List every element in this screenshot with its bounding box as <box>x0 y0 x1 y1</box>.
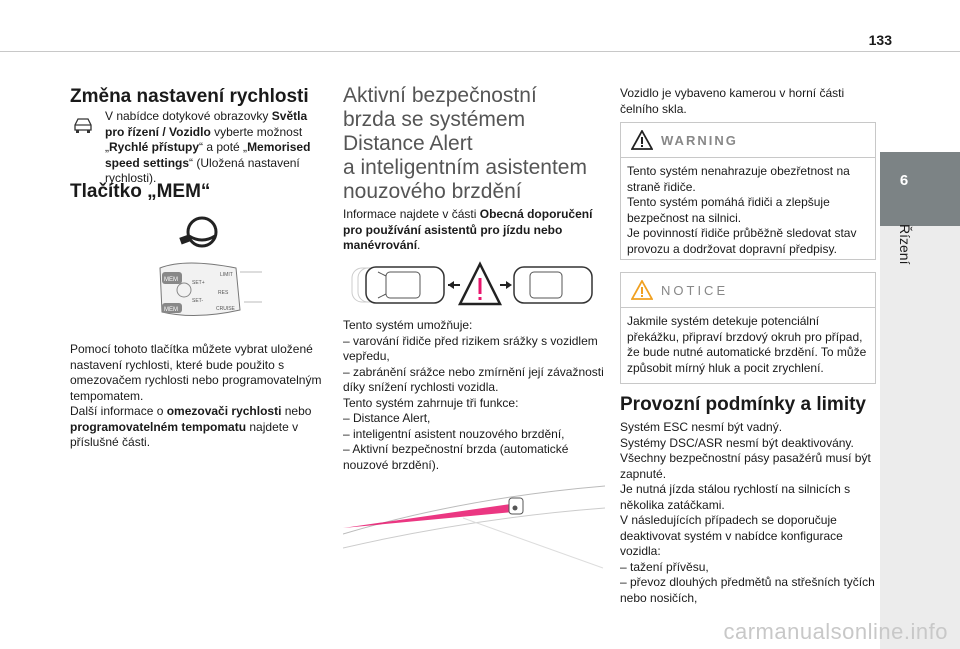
operating-conditions-text: Systém ESC nesmí být vadný. Systémy DSC/ASR nesmí být deaktivovány. Všechny bezpečnostní pásy pasažérů musí být zapnuté. Je nutná jízda stálou rychlostí na silnicích s několika zatáčkami. V následujících případech se doporučuje deaktivovat systém v nabídce konfigurace vozidla: – tažení přívěsu, – převoz dlouhých předmětů na střešních tyčích nebo nosičích, <box>620 420 875 605</box>
heading-mem-button: Tlačítko „MEM“ <box>70 181 211 202</box>
watermark: carmanualsonline.info <box>723 619 948 644</box>
svg-text:CRUISE: CRUISE <box>216 306 235 312</box>
warning-icon <box>631 130 653 150</box>
system-description: Tento systém umožňuje: – varování řidiče před rizikem srážky s vozidlem vepředu, – zabránění srážce nebo zmírnění její závažnosti díky snížení rychlosti vozidla. Tento systém zahrnuje tři funkce: – Distance Alert, – inteligentní asistent nouzového brzdění, – Aktivní bezpečnostní brzda (automatické nouzové brzdění). <box>343 318 604 472</box>
warning-triangle-icon <box>460 264 500 304</box>
svg-text:RES: RES <box>218 290 229 296</box>
svg-text:MEM: MEM <box>164 277 178 283</box>
svg-text:SET+: SET+ <box>192 280 205 286</box>
warning-text: Tento systém nenahrazuje obezřetnost na straně řidiče. Tento systém pomáhá řidiči a zlepšuje bezpečnost na silnici. Je povinností řidiče průběžně sledovat stav provozu a dodržovat dopravní předpisy. <box>627 164 857 256</box>
svg-text:MEM: MEM <box>164 307 178 313</box>
header-divider <box>0 51 960 52</box>
camera-intro: Vozidlo je vybaveno kamerou v horní části čelního skla. <box>620 86 845 116</box>
page-number: 133 <box>868 32 892 48</box>
heading-active-safety-brake: Aktivní bezpečnostní brzda se systémem Distance Alert a inteligentním asistentem nouzového brzdění <box>343 84 587 203</box>
svg-text:SET-: SET- <box>192 298 204 304</box>
chapter-tab[interactable] <box>880 152 960 226</box>
collision-warning-diagram <box>350 260 598 310</box>
svg-text:LIMIT: LIMIT <box>220 272 233 278</box>
steering-controls-diagram <box>140 210 275 325</box>
speed-settings-instructions: V nabídce dotykové obrazovky Světla pro řízení / Vozidlo vyberte možnost „Rychlé přístupy“ a poté „Memorised speed settings“ (Uložená nastavení rychlosti). <box>105 109 311 185</box>
warning-header: WARNING <box>621 123 875 158</box>
chapter-number: 6 <box>899 172 909 189</box>
notice-text: Jakmile systém detekuje potenciální překážku, připraví brzdový okruh pro případ, že bude nutné automatické brzdění. To může způsobit mírný hluk a pocit zrychlení. <box>627 314 867 375</box>
windshield-camera-diagram <box>343 478 605 578</box>
notice-icon <box>631 280 653 300</box>
notice-box <box>620 272 876 384</box>
notice-header: NOTICE <box>621 273 875 308</box>
car-rear-icon <box>366 267 444 303</box>
steering-wheel-icon <box>179 218 216 246</box>
mem-description: Pomocí tohoto tlačítka můžete vybrat uložené nastavení rychlosti, které bude použito s omezovačem rychlosti nebo programovatelným tempomatem. Další informace o omezovači rychlosti nebo programovatelném tempomatu najdete v příslušné části. <box>70 342 322 449</box>
heading-speed-settings: Změna nastavení rychlosti <box>70 86 309 107</box>
warning-box <box>620 122 876 260</box>
heading-operating-conditions: Provozní podmínky a limity <box>620 394 866 415</box>
camera-beam <box>343 504 513 528</box>
car-menu-icon <box>72 116 94 134</box>
chapter-title: Řízení <box>897 224 913 265</box>
camera-icon <box>509 498 523 514</box>
reference-text: Informace najdete v části Obecná doporučení pro používání asistentů pro jízdu nebo manévrování. <box>343 207 593 252</box>
car-front-icon <box>514 267 592 303</box>
